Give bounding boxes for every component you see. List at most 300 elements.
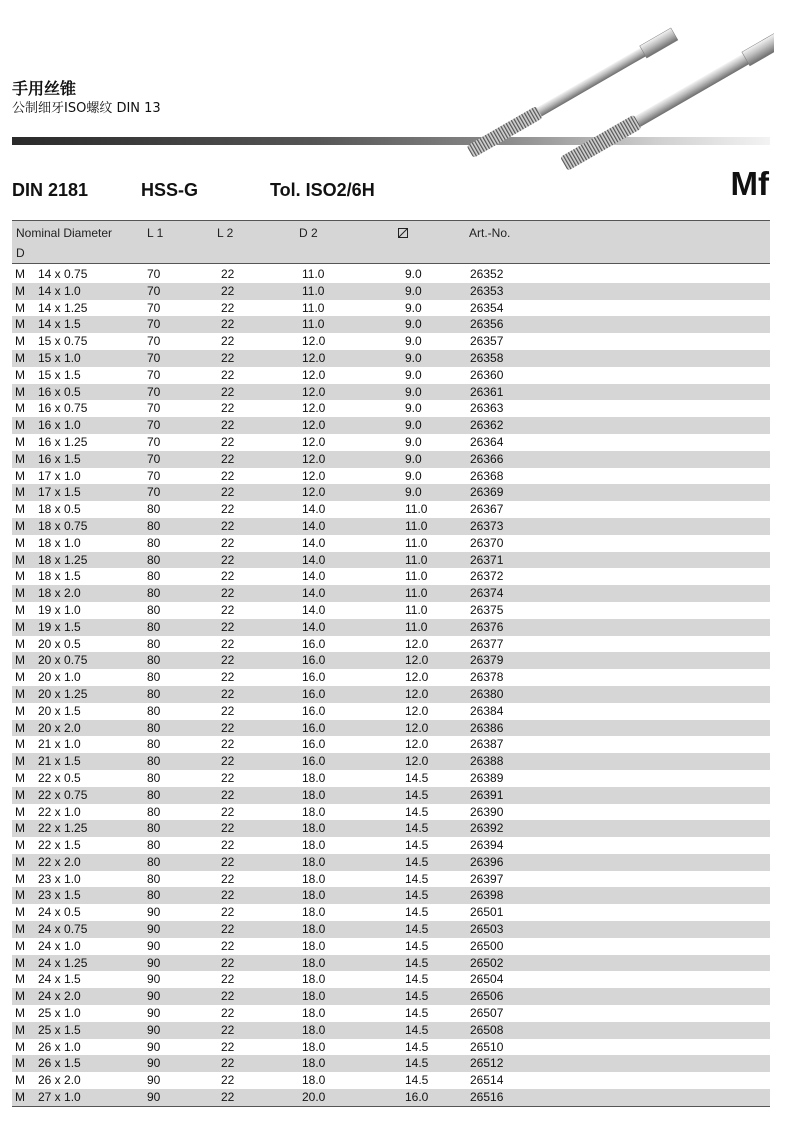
cell-m-prefix: M — [15, 787, 25, 802]
cell-size: 22 x 2.0 — [38, 854, 81, 869]
cell-l1: 80 — [147, 502, 161, 517]
cell-size: 20 x 2.0 — [38, 720, 81, 735]
cell-art-no: 26373 — [470, 518, 504, 533]
table-row — [12, 720, 770, 737]
cell-square: 11.0 — [405, 569, 428, 584]
table-row — [12, 804, 770, 821]
cell-m-prefix: M — [15, 267, 25, 281]
cell-size: 14 x 0.75 — [38, 267, 88, 281]
cell-d2: 14.0 — [302, 602, 326, 617]
cell-d2: 14.0 — [302, 552, 326, 567]
table-row — [12, 636, 770, 653]
cell-d2: 12.0 — [302, 367, 326, 382]
cell-square: 14.5 — [405, 938, 429, 953]
table-row — [12, 484, 770, 501]
cell-l1: 90 — [147, 972, 161, 987]
cell-square: 11.0 — [405, 552, 428, 567]
table-row — [12, 468, 770, 485]
cell-m-prefix: M — [15, 418, 25, 433]
cell-m-prefix: M — [15, 754, 25, 769]
cell-art-no: 26502 — [470, 955, 504, 970]
cell-m-prefix: M — [15, 535, 25, 550]
cell-size: 19 x 1.0 — [38, 602, 81, 617]
header-nominal-diameter: Nominal Diameter — [16, 226, 113, 240]
cell-square: 11.0 — [405, 535, 428, 550]
cell-m-prefix: M — [15, 451, 25, 466]
cell-d2: 12.0 — [302, 384, 326, 399]
cell-l1: 90 — [147, 938, 161, 953]
cell-art-no: 26503 — [470, 922, 504, 937]
cell-m-prefix: M — [15, 317, 25, 332]
cell-art-no: 26366 — [470, 451, 504, 466]
cell-size: 27 x 1.0 — [38, 1090, 81, 1105]
cell-m-prefix: M — [15, 636, 25, 651]
header-d2: D 2 — [299, 226, 318, 240]
cell-l1: 70 — [147, 418, 161, 433]
cell-art-no: 26506 — [470, 989, 504, 1004]
cell-square: 14.5 — [405, 888, 429, 903]
cell-square: 11.0 — [405, 502, 428, 517]
cell-d2: 18.0 — [302, 1073, 326, 1088]
cell-size: 16 x 1.0 — [38, 418, 81, 433]
cell-square: 14.5 — [405, 922, 429, 937]
cell-l1: 80 — [147, 636, 161, 651]
cell-art-no: 26379 — [470, 653, 504, 668]
cell-art-no: 26380 — [470, 686, 504, 701]
cell-m-prefix: M — [15, 518, 25, 533]
table-row — [12, 703, 770, 720]
cell-l2: 22 — [221, 1073, 235, 1088]
cell-square: 9.0 — [405, 418, 422, 433]
cell-l2: 22 — [221, 1039, 235, 1054]
cell-square: 9.0 — [405, 384, 422, 399]
cell-art-no: 26377 — [470, 636, 504, 651]
cell-d2: 16.0 — [302, 670, 326, 685]
cell-art-no: 26353 — [470, 283, 504, 298]
table-row — [12, 518, 770, 535]
cell-art-no: 26507 — [470, 1006, 504, 1021]
cell-art-no: 26391 — [470, 787, 504, 802]
cell-m-prefix: M — [15, 670, 25, 685]
page-subtitle: 公制细牙ISO螺纹 DIN 13 — [12, 101, 161, 116]
cell-l1: 80 — [147, 871, 161, 886]
cell-m-prefix: M — [15, 619, 25, 634]
cell-art-no: 26516 — [470, 1090, 504, 1105]
cell-square: 14.5 — [405, 989, 429, 1004]
cell-l1: 70 — [147, 334, 161, 349]
cell-m-prefix: M — [15, 989, 25, 1004]
cell-size: 24 x 2.0 — [38, 989, 81, 1004]
cell-d2: 16.0 — [302, 653, 326, 668]
cell-d2: 12.0 — [302, 485, 326, 500]
cell-size: 20 x 1.5 — [38, 703, 81, 718]
cell-l2: 22 — [221, 737, 235, 752]
cell-m-prefix: M — [15, 350, 25, 365]
cell-size: 23 x 1.5 — [38, 888, 81, 903]
cell-art-no: 26514 — [470, 1073, 504, 1088]
table-row — [12, 501, 770, 518]
cell-l2: 22 — [221, 1056, 235, 1071]
cell-l2: 22 — [221, 955, 235, 970]
cell-l2: 22 — [221, 418, 235, 433]
cell-art-no: 26388 — [470, 754, 504, 769]
cell-l1: 70 — [147, 317, 161, 332]
cell-size: 17 x 1.5 — [38, 485, 81, 500]
cell-art-no: 26368 — [470, 468, 504, 483]
cell-d2: 16.0 — [302, 636, 326, 651]
cell-square: 11.0 — [405, 602, 428, 617]
cell-size: 15 x 1.0 — [38, 350, 81, 365]
cell-d2: 14.0 — [302, 586, 326, 601]
cell-m-prefix: M — [15, 401, 25, 416]
cell-l2: 22 — [221, 485, 235, 500]
cell-size: 18 x 1.5 — [38, 569, 81, 584]
cell-art-no: 26390 — [470, 804, 504, 819]
cell-size: 14 x 1.25 — [38, 300, 88, 315]
cell-d2: 14.0 — [302, 569, 326, 584]
cell-l1: 80 — [147, 619, 161, 634]
cell-square: 9.0 — [405, 334, 422, 349]
cell-size: 22 x 0.5 — [38, 770, 81, 785]
cell-d2: 18.0 — [302, 1006, 326, 1021]
cell-size: 22 x 0.75 — [38, 787, 88, 802]
cell-l2: 22 — [221, 317, 235, 332]
cell-l2: 22 — [221, 686, 235, 701]
table-row — [12, 619, 770, 636]
cell-square: 12.0 — [405, 754, 429, 769]
cell-d2: 18.0 — [302, 922, 326, 937]
cell-m-prefix: M — [15, 905, 25, 920]
cell-size: 16 x 1.25 — [38, 434, 88, 449]
table-row — [12, 434, 770, 451]
cell-square: 14.5 — [405, 905, 429, 920]
cell-d2: 12.0 — [302, 434, 326, 449]
table-row — [12, 820, 770, 837]
cell-art-no: 26352 — [470, 267, 504, 281]
cell-d2: 12.0 — [302, 451, 326, 466]
cell-square: 9.0 — [405, 283, 422, 298]
cell-size: 26 x 2.0 — [38, 1073, 81, 1088]
cell-d2: 18.0 — [302, 787, 326, 802]
cell-size: 16 x 0.75 — [38, 401, 88, 416]
table-row — [12, 367, 770, 384]
cell-l1: 70 — [147, 283, 161, 298]
table-row — [12, 921, 770, 938]
cell-m-prefix: M — [15, 602, 25, 617]
cell-l1: 90 — [147, 1022, 161, 1037]
cell-art-no: 26354 — [470, 300, 504, 315]
cell-square: 9.0 — [405, 485, 422, 500]
header-art-no: Art.-No. — [469, 226, 511, 240]
cell-m-prefix: M — [15, 686, 25, 701]
cell-art-no: 26371 — [470, 552, 504, 567]
cell-l1: 80 — [147, 703, 161, 718]
cell-square: 14.5 — [405, 1006, 429, 1021]
cell-l2: 22 — [221, 619, 235, 634]
table-row — [12, 400, 770, 417]
material-label: HSS-G — [141, 180, 199, 200]
cell-l2: 22 — [221, 888, 235, 903]
cell-l2: 22 — [221, 569, 235, 584]
cell-l2: 22 — [221, 905, 235, 920]
table-row — [12, 871, 770, 888]
cell-m-prefix: M — [15, 334, 25, 349]
cell-d2: 18.0 — [302, 871, 326, 886]
cell-d2: 14.0 — [302, 518, 326, 533]
cell-d2: 18.0 — [302, 838, 326, 853]
cell-l1: 80 — [147, 535, 161, 550]
cell-art-no: 26510 — [470, 1039, 504, 1054]
cell-l2: 22 — [221, 1006, 235, 1021]
cell-size: 20 x 1.0 — [38, 670, 81, 685]
cell-d2: 16.0 — [302, 754, 326, 769]
cell-square: 14.5 — [405, 770, 429, 785]
cell-l2: 22 — [221, 502, 235, 517]
header-l1: L 1 — [147, 226, 164, 240]
cell-l2: 22 — [221, 871, 235, 886]
cell-m-prefix: M — [15, 569, 25, 584]
cell-l1: 90 — [147, 1039, 161, 1054]
cell-art-no: 26362 — [470, 418, 504, 433]
table-row — [12, 971, 770, 988]
cell-l2: 22 — [221, 535, 235, 550]
cell-square: 14.5 — [405, 854, 429, 869]
cell-l2: 22 — [221, 300, 235, 315]
cell-l1: 90 — [147, 1056, 161, 1071]
cell-m-prefix: M — [15, 586, 25, 601]
cell-art-no: 26397 — [470, 871, 504, 886]
cell-square: 9.0 — [405, 434, 422, 449]
cell-m-prefix: M — [15, 434, 25, 449]
cell-d2: 18.0 — [302, 938, 326, 953]
product-table — [12, 220, 770, 1107]
cell-l1: 70 — [147, 451, 161, 466]
cell-size: 18 x 2.0 — [38, 586, 81, 601]
table-row — [12, 1089, 770, 1106]
cell-size: 18 x 1.25 — [38, 552, 88, 567]
cell-m-prefix: M — [15, 283, 25, 298]
cell-square: 9.0 — [405, 401, 422, 416]
cell-square: 14.5 — [405, 1056, 429, 1071]
cell-l1: 90 — [147, 989, 161, 1004]
cell-l2: 22 — [221, 854, 235, 869]
table-row — [12, 652, 770, 669]
cell-d2: 18.0 — [302, 804, 326, 819]
cell-l1: 70 — [147, 434, 161, 449]
cell-l2: 22 — [221, 770, 235, 785]
cell-l1: 80 — [147, 787, 161, 802]
cell-art-no: 26358 — [470, 350, 504, 365]
cell-l2: 22 — [221, 703, 235, 718]
standard-label: DIN 2181 — [12, 180, 89, 200]
cell-size: 24 x 1.25 — [38, 955, 88, 970]
cell-size: 14 x 1.0 — [38, 283, 81, 298]
cell-l2: 22 — [221, 602, 235, 617]
cell-square: 14.5 — [405, 972, 429, 987]
cell-size: 16 x 1.5 — [38, 451, 81, 466]
cell-l1: 80 — [147, 804, 161, 819]
table-row — [12, 955, 770, 972]
table-row — [12, 535, 770, 552]
table-row — [12, 316, 770, 333]
cell-d2: 16.0 — [302, 686, 326, 701]
cell-l1: 80 — [147, 518, 161, 533]
cell-l1: 80 — [147, 770, 161, 785]
cell-size: 24 x 1.5 — [38, 972, 81, 987]
cell-square: 12.0 — [405, 686, 429, 701]
cell-square: 14.5 — [405, 838, 429, 853]
cell-square: 14.5 — [405, 821, 429, 836]
cell-l1: 90 — [147, 922, 161, 937]
cell-l2: 22 — [221, 552, 235, 567]
table-row — [12, 938, 770, 955]
cell-art-no: 26364 — [470, 434, 504, 449]
cell-size: 18 x 0.5 — [38, 502, 81, 517]
cell-l1: 80 — [147, 821, 161, 836]
cell-m-prefix: M — [15, 854, 25, 869]
cell-square: 12.0 — [405, 703, 429, 718]
cell-m-prefix: M — [15, 384, 25, 399]
cell-m-prefix: M — [15, 888, 25, 903]
table-row — [12, 333, 770, 350]
cell-l2: 22 — [221, 653, 235, 668]
cell-square: 14.5 — [405, 1073, 429, 1088]
cell-size: 20 x 0.75 — [38, 653, 88, 668]
cell-l1: 90 — [147, 955, 161, 970]
cell-size: 18 x 1.0 — [38, 535, 81, 550]
cell-l2: 22 — [221, 636, 235, 651]
cell-d2: 18.0 — [302, 1039, 326, 1054]
cell-art-no: 26360 — [470, 367, 504, 382]
cell-l1: 80 — [147, 602, 161, 617]
cell-l1: 80 — [147, 586, 161, 601]
cell-l1: 80 — [147, 552, 161, 567]
cell-art-no: 26370 — [470, 535, 504, 550]
cell-size: 26 x 1.0 — [38, 1039, 81, 1054]
cell-l1: 70 — [147, 367, 161, 382]
table-row — [12, 787, 770, 804]
cell-size: 20 x 0.5 — [38, 636, 81, 651]
table-row — [12, 770, 770, 787]
cell-art-no: 26374 — [470, 586, 504, 601]
cell-d2: 11.0 — [302, 283, 325, 298]
cell-size: 18 x 0.75 — [38, 518, 88, 533]
cell-d2: 18.0 — [302, 888, 326, 903]
cell-square: 12.0 — [405, 737, 429, 752]
cell-square: 12.0 — [405, 670, 429, 685]
cell-art-no: 26375 — [470, 602, 504, 617]
cell-m-prefix: M — [15, 770, 25, 785]
cell-art-no: 26367 — [470, 502, 504, 517]
cell-m-prefix: M — [15, 1022, 25, 1037]
cell-m-prefix: M — [15, 720, 25, 735]
cell-square: 9.0 — [405, 350, 422, 365]
cell-l2: 22 — [221, 367, 235, 382]
square-drive-icon — [398, 228, 408, 238]
cell-l1: 80 — [147, 838, 161, 853]
tolerance-label: Tol. ISO2/6H — [270, 180, 375, 200]
cell-m-prefix: M — [15, 485, 25, 500]
table-row — [12, 451, 770, 468]
cell-l1: 70 — [147, 485, 161, 500]
cell-d2: 14.0 — [302, 535, 326, 550]
cell-d2: 14.0 — [302, 619, 326, 634]
cell-l2: 22 — [221, 720, 235, 735]
cell-l1: 80 — [147, 737, 161, 752]
cell-d2: 18.0 — [302, 955, 326, 970]
cell-m-prefix: M — [15, 938, 25, 953]
cell-square: 12.0 — [405, 720, 429, 735]
cell-size: 21 x 1.5 — [38, 754, 81, 769]
cell-l1: 70 — [147, 468, 161, 483]
cell-m-prefix: M — [15, 838, 25, 853]
cell-m-prefix: M — [15, 1056, 25, 1071]
cell-size: 21 x 1.0 — [38, 737, 81, 752]
table-row — [12, 1072, 770, 1089]
table-row — [12, 1022, 770, 1039]
cell-size: 26 x 1.5 — [38, 1056, 81, 1071]
cell-l1: 80 — [147, 854, 161, 869]
cell-art-no: 26363 — [470, 401, 504, 416]
cell-square: 14.5 — [405, 1022, 429, 1037]
cell-size: 16 x 0.5 — [38, 384, 81, 399]
cell-art-no: 26504 — [470, 972, 504, 987]
cell-d2: 18.0 — [302, 821, 326, 836]
cell-d2: 18.0 — [302, 905, 326, 920]
cell-l2: 22 — [221, 518, 235, 533]
table-row — [12, 350, 770, 367]
cell-art-no: 26369 — [470, 485, 504, 500]
cell-d2: 18.0 — [302, 1056, 326, 1071]
table-row — [12, 266, 770, 283]
cell-l1: 90 — [147, 1073, 161, 1088]
cell-m-prefix: M — [15, 1006, 25, 1021]
cell-d2: 18.0 — [302, 854, 326, 869]
table-header — [12, 220, 770, 264]
cell-size: 25 x 1.5 — [38, 1022, 81, 1037]
cell-l2: 22 — [221, 821, 235, 836]
cell-d2: 18.0 — [302, 770, 326, 785]
cell-square: 11.0 — [405, 518, 428, 533]
cell-d2: 16.0 — [302, 737, 326, 752]
cell-l2: 22 — [221, 434, 235, 449]
cell-l1: 70 — [147, 401, 161, 416]
cell-l1: 70 — [147, 267, 161, 281]
cell-art-no: 26394 — [470, 838, 504, 853]
cell-m-prefix: M — [15, 804, 25, 819]
cell-size: 22 x 1.5 — [38, 838, 81, 853]
cell-m-prefix: M — [15, 972, 25, 987]
cell-art-no: 26356 — [470, 317, 504, 332]
cell-l1: 80 — [147, 653, 161, 668]
cell-m-prefix: M — [15, 1039, 25, 1054]
cell-m-prefix: M — [15, 871, 25, 886]
header-nominal-diameter-symbol: D — [16, 246, 25, 260]
cell-art-no: 26386 — [470, 720, 504, 735]
cell-l1: 70 — [147, 350, 161, 365]
table-row — [12, 887, 770, 904]
cell-square: 9.0 — [405, 267, 422, 281]
cell-size: 23 x 1.0 — [38, 871, 81, 886]
cell-square: 12.0 — [405, 653, 429, 668]
cell-l2: 22 — [221, 804, 235, 819]
cell-square: 14.5 — [405, 871, 429, 886]
cell-l2: 22 — [221, 972, 235, 987]
table-row — [12, 1005, 770, 1022]
cell-d2: 18.0 — [302, 1022, 326, 1037]
cell-art-no: 26500 — [470, 938, 504, 953]
cell-l2: 22 — [221, 350, 235, 365]
